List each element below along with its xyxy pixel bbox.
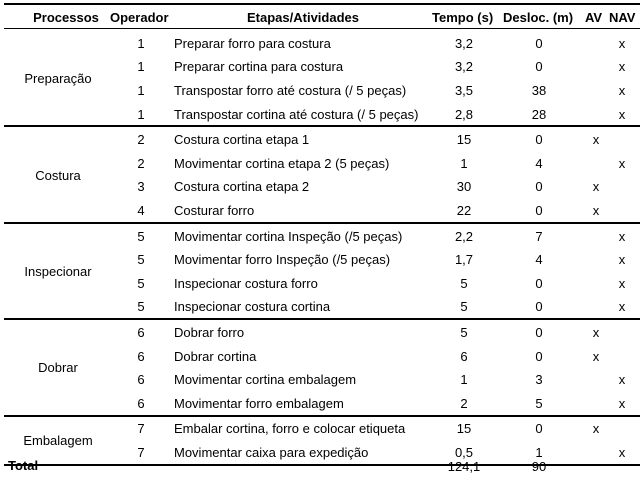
desloc-cell: 4 [535, 155, 543, 171]
etapa-cell: Costura cortina etapa 2 [174, 179, 310, 195]
total-label: Total [8, 458, 39, 473]
etapa-cell: Preparar cortina para costura [174, 59, 344, 75]
etapa-cell: Costura cortina etapa 1 [174, 132, 310, 148]
tempo-cell: 5 [460, 275, 468, 291]
nav-mark: x [618, 59, 626, 75]
desloc-cell: 0 [535, 325, 543, 340]
group-label: Dobrar [38, 360, 78, 376]
operador-cell: 2 [137, 155, 145, 171]
etapa-cell: Movimentar cortina embalagem [174, 372, 357, 388]
etapa-cell: Movimentar caixa para expedição [174, 445, 369, 460]
operador-cell: 5 [137, 299, 145, 315]
etapa-cell: Movimentar cortina Inspeção (/5 peças) [174, 228, 403, 244]
operador-cell: 7 [137, 445, 145, 460]
operador-cell: 5 [137, 275, 145, 291]
desloc-cell: 0 [535, 299, 543, 315]
etapa-cell: Inspecionar costura forro [174, 275, 318, 291]
header-av: AV [585, 10, 603, 25]
header-operador: Operador [110, 10, 169, 25]
group-label: Embalagem [23, 433, 93, 449]
header-processos: Processos [33, 10, 99, 25]
av-mark: x [592, 203, 600, 218]
total-tempo: 124,1 [447, 459, 481, 474]
tempo-cell: 5 [460, 299, 468, 315]
nav-mark: x [618, 395, 626, 411]
tempo-cell: 3,2 [454, 35, 474, 51]
group-divider [4, 125, 640, 127]
rule-header-bottom [4, 28, 640, 29]
group-label: Costura [35, 167, 81, 183]
nav-mark: x [618, 83, 626, 98]
nav-mark: x [618, 372, 626, 388]
group-divider [4, 415, 640, 417]
tempo-cell: 3,5 [454, 83, 474, 98]
tempo-cell: 2 [460, 395, 468, 411]
tempo-cell: 0,5 [454, 445, 474, 460]
nav-mark: x [618, 228, 626, 244]
etapa-cell: Embalar cortina, forro e colocar etiqueta [174, 421, 406, 437]
desloc-cell: 0 [535, 203, 543, 218]
desloc-cell: 0 [535, 275, 543, 291]
operador-cell: 5 [137, 228, 145, 244]
etapa-cell: Transpostar cortina até costura (/ 5 peças) [174, 106, 419, 122]
group-divider [4, 318, 640, 320]
operador-cell: 4 [137, 203, 145, 218]
etapa-cell: Dobrar cortina [174, 348, 257, 364]
etapa-cell: Dobrar forro [174, 325, 245, 340]
group-divider [4, 464, 640, 466]
tempo-cell: 6 [460, 348, 468, 364]
nav-mark: x [618, 106, 626, 122]
tempo-cell: 30 [456, 179, 472, 195]
desloc-cell: 4 [535, 252, 543, 268]
header-tempo: Tempo (s) [432, 10, 494, 25]
header-etapas: Etapas/Atividades [247, 10, 359, 25]
desloc-cell: 0 [535, 35, 543, 51]
desloc-cell: 0 [535, 421, 543, 437]
tempo-cell: 2,2 [454, 228, 474, 244]
etapa-cell: Transpostar forro até costura (/ 5 peças) [174, 83, 407, 98]
header-desloc: Desloc. (m) [503, 10, 574, 25]
group-divider [4, 222, 640, 224]
etapa-cell: Movimentar forro embalagem [174, 395, 344, 411]
rule-top [4, 3, 640, 5]
header-nav: NAV [609, 10, 636, 25]
desloc-cell: 0 [535, 59, 543, 75]
etapa-cell: Preparar forro para costura [174, 35, 331, 51]
operador-cell: 6 [137, 325, 145, 340]
operador-cell: 1 [137, 35, 145, 51]
operador-cell: 1 [137, 59, 145, 75]
operador-cell: 1 [137, 83, 145, 98]
nav-mark: x [618, 155, 626, 171]
desloc-cell: 7 [535, 228, 543, 244]
operador-cell: 5 [137, 252, 145, 268]
desloc-cell: 28 [531, 106, 547, 122]
operador-cell: 7 [137, 421, 145, 437]
tempo-cell: 3,2 [454, 59, 474, 75]
av-mark: x [592, 348, 600, 364]
desloc-cell: 0 [535, 179, 543, 195]
desloc-cell: 1 [535, 445, 543, 460]
desloc-cell: 5 [535, 395, 543, 411]
etapa-cell: Inspecionar costura cortina [174, 299, 331, 315]
desloc-cell: 0 [535, 132, 543, 148]
operador-cell: 6 [137, 395, 145, 411]
desloc-cell: 38 [531, 83, 547, 98]
operador-cell: 3 [137, 179, 145, 195]
nav-mark: x [618, 445, 626, 460]
av-mark: x [592, 421, 600, 437]
nav-mark: x [618, 299, 626, 315]
operador-cell: 2 [137, 132, 145, 148]
tempo-cell: 15 [456, 421, 472, 437]
etapa-cell: Movimentar cortina etapa 2 (5 peças) [174, 155, 390, 171]
nav-mark: x [618, 35, 626, 51]
tempo-cell: 1 [460, 155, 468, 171]
group-label: Inspecionar [24, 264, 92, 279]
operador-cell: 6 [137, 372, 145, 388]
etapa-cell: Costurar forro [174, 203, 255, 218]
tempo-cell: 15 [456, 132, 472, 148]
etapa-cell: Movimentar forro Inspeção (/5 peças) [174, 252, 391, 268]
av-mark: x [592, 132, 600, 148]
operador-cell: 1 [137, 106, 145, 122]
group-label: Preparação [24, 71, 92, 87]
tempo-cell: 5 [460, 325, 468, 340]
operador-cell: 6 [137, 348, 145, 364]
tempo-cell: 1 [460, 372, 468, 388]
tempo-cell: 22 [456, 203, 472, 218]
av-mark: x [592, 325, 600, 340]
total-desloc: 90 [531, 459, 547, 474]
desloc-cell: 0 [535, 348, 543, 364]
tempo-cell: 1,7 [454, 252, 474, 268]
nav-mark: x [618, 275, 626, 291]
tempo-cell: 2,8 [454, 106, 474, 122]
nav-mark: x [618, 252, 626, 268]
desloc-cell: 3 [535, 372, 543, 388]
av-mark: x [592, 179, 600, 195]
